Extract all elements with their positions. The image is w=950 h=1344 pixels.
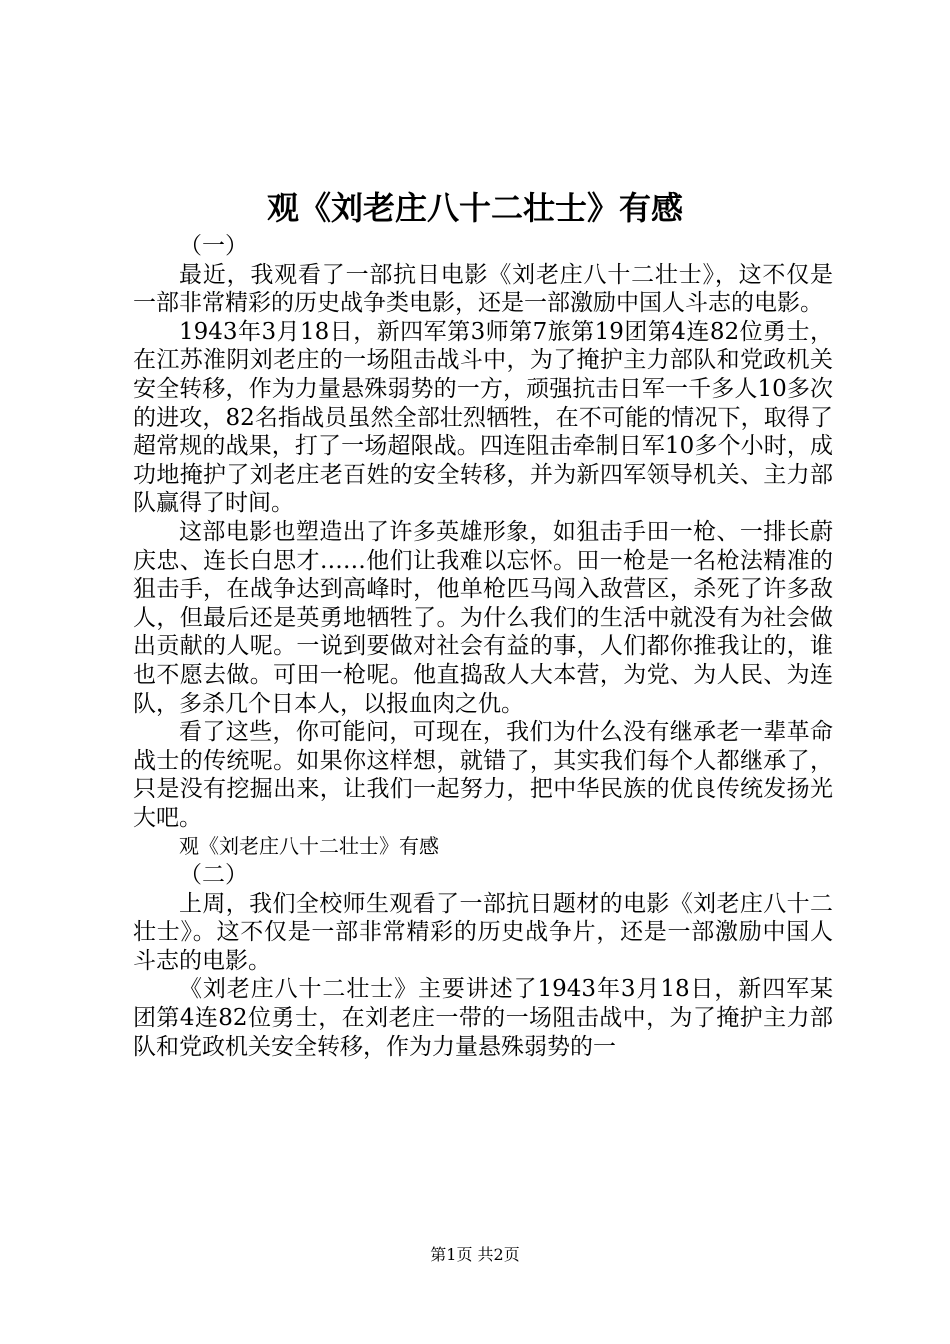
page-footer: 第1页 共2页	[430, 1245, 520, 1264]
document-body	[133, 232, 833, 1061]
paragraph: 最近，我观看了一部抗日电影《刘老庄八十二壮士》，这不仅是一部非常精彩的历史战争类电影，还是一部激励中国人斗志的电影。	[133, 261, 833, 317]
section-heading-1: （一）	[179, 233, 248, 259]
paragraph: 看了这些，你可能问，可现在，我们为什么没有继承老一辈革命战士的传统呢。如果你这样想，就错了，其实我们每个人都继承了，只是没有挖掘出来，让我们一起努力，把中华民族的优良传统发扬光大吧。	[133, 719, 833, 831]
section-heading-2: （二）	[179, 862, 248, 889]
document-title: 观《刘老庄八十二壮士》有感	[266, 189, 683, 227]
paragraph: 《刘老庄八十二壮士》主要讲述了1943年3月18日，新四军某团第4连82位勇士，在刘老庄一带的一场阻击战中，为了掩护主力部队和党政机关安全转移，作为力量悬殊弱势的一	[133, 976, 833, 1060]
paragraph: 上周，我们全校师生观看了一部抗日题材的电影《刘老庄八十二壮士》。这不仅是一部非常精彩的历史战争片，还是一部激励中国人斗志的电影。	[133, 890, 833, 974]
sub-title: 观《刘老庄八十二壮士》有感	[179, 834, 439, 859]
paragraph: 1943年3月18日，新四军第3师第7旅第19团第4连82位勇士，在江苏淮阴刘老庄的一场阻击战斗中，为了掩护主力部队和党政机关安全转移，作为力量悬殊弱势的一方，顽强抗击日军一千多人10多次的进攻，82名指战员虽然全部壮烈牺牲，在不可能的情况下，取得了超常规的战果，打了一场超限战。四连阻击牵制日军10多个小时，成功地掩护了刘老庄老百姓的安全转移，并为新四军领导机关、主力部队赢得了时间。	[133, 318, 833, 517]
paragraph: 这部电影也塑造出了许多英雄形象，如狙击手田一枪、一排长蔚庆忠、连长白思才……他们让我难以忘怀。田一枪是一名枪法精准的狙击手，在战争达到高峰时，他单枪匹马闯入敌营区，杀死了许多敌人，但最后还是英勇地牺牲了。为什么我们的生活中就没有为社会做出贡献的人呢。一说到要做对社会有益的事，人们都你推我让的，谁也不愿去做。可田一枪呢。他直捣敌人大本营，为党、为人民、为连队，多杀几个日本人，以报血肉之仇。	[133, 518, 833, 717]
